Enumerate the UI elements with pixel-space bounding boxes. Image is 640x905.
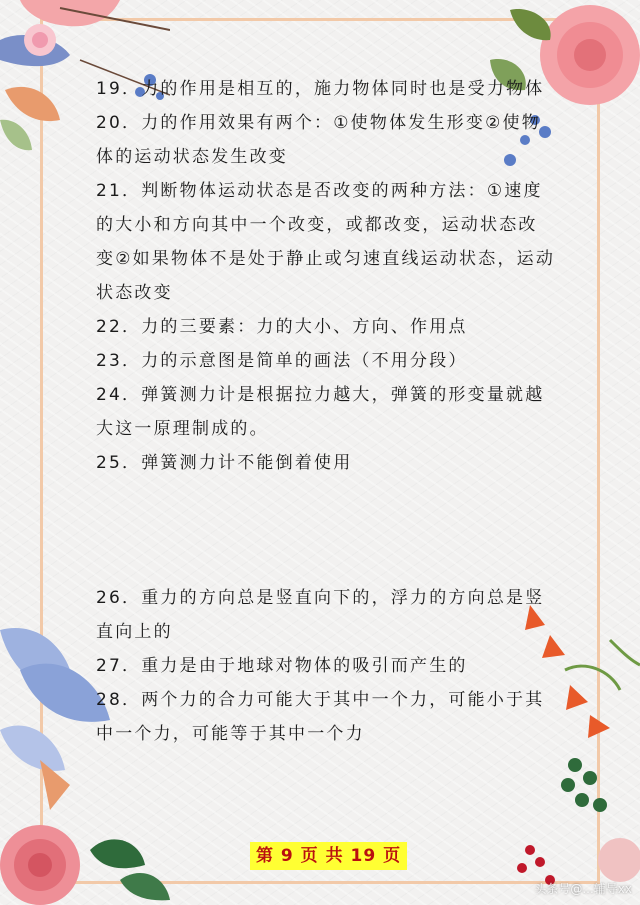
watermark: 头条号@...辅导xx — [534, 882, 632, 896]
page-indicator: 第 9 页 共 19 页 — [250, 842, 407, 870]
content-area — [96, 72, 556, 751]
list-item: 21．判断物体运动状态是否改变的两种方法：①速度的大小和方向其中一个改变，或都改变，运动状态改变②如果物体不是处于静止或匀速直线运动状态，运动状态改变 — [96, 181, 556, 303]
list-item: 28．两个力的合力可能大于其中一个力，可能小于其中一个力，可能等于其中一个力 — [96, 690, 545, 744]
list-item: 23．力的示意图是简单的画法（不用分段） — [96, 351, 468, 371]
section-spacer — [96, 480, 556, 581]
list-item: 20．力的作用效果有两个：①使物体发生形变②使物体的运动状态发生改变 — [96, 113, 541, 167]
list-item: 26．重力的方向总是竖直向下的，浮力的方向总是竖直向上的 — [96, 588, 545, 642]
list-item: 27．重力是由于地球对物体的吸引而产生的 — [96, 656, 468, 676]
list-item: 25．弹簧测力计不能倒着使用 — [96, 453, 353, 473]
list-item: 24．弹簧测力计是根据拉力越大，弹簧的形变量就越大这一原理制成的。 — [96, 385, 545, 439]
list-item: 19．力的作用是相互的，施力物体同时也是受力物体 — [96, 79, 545, 99]
list-item: 22．力的三要素：力的大小、方向、作用点 — [96, 317, 468, 337]
